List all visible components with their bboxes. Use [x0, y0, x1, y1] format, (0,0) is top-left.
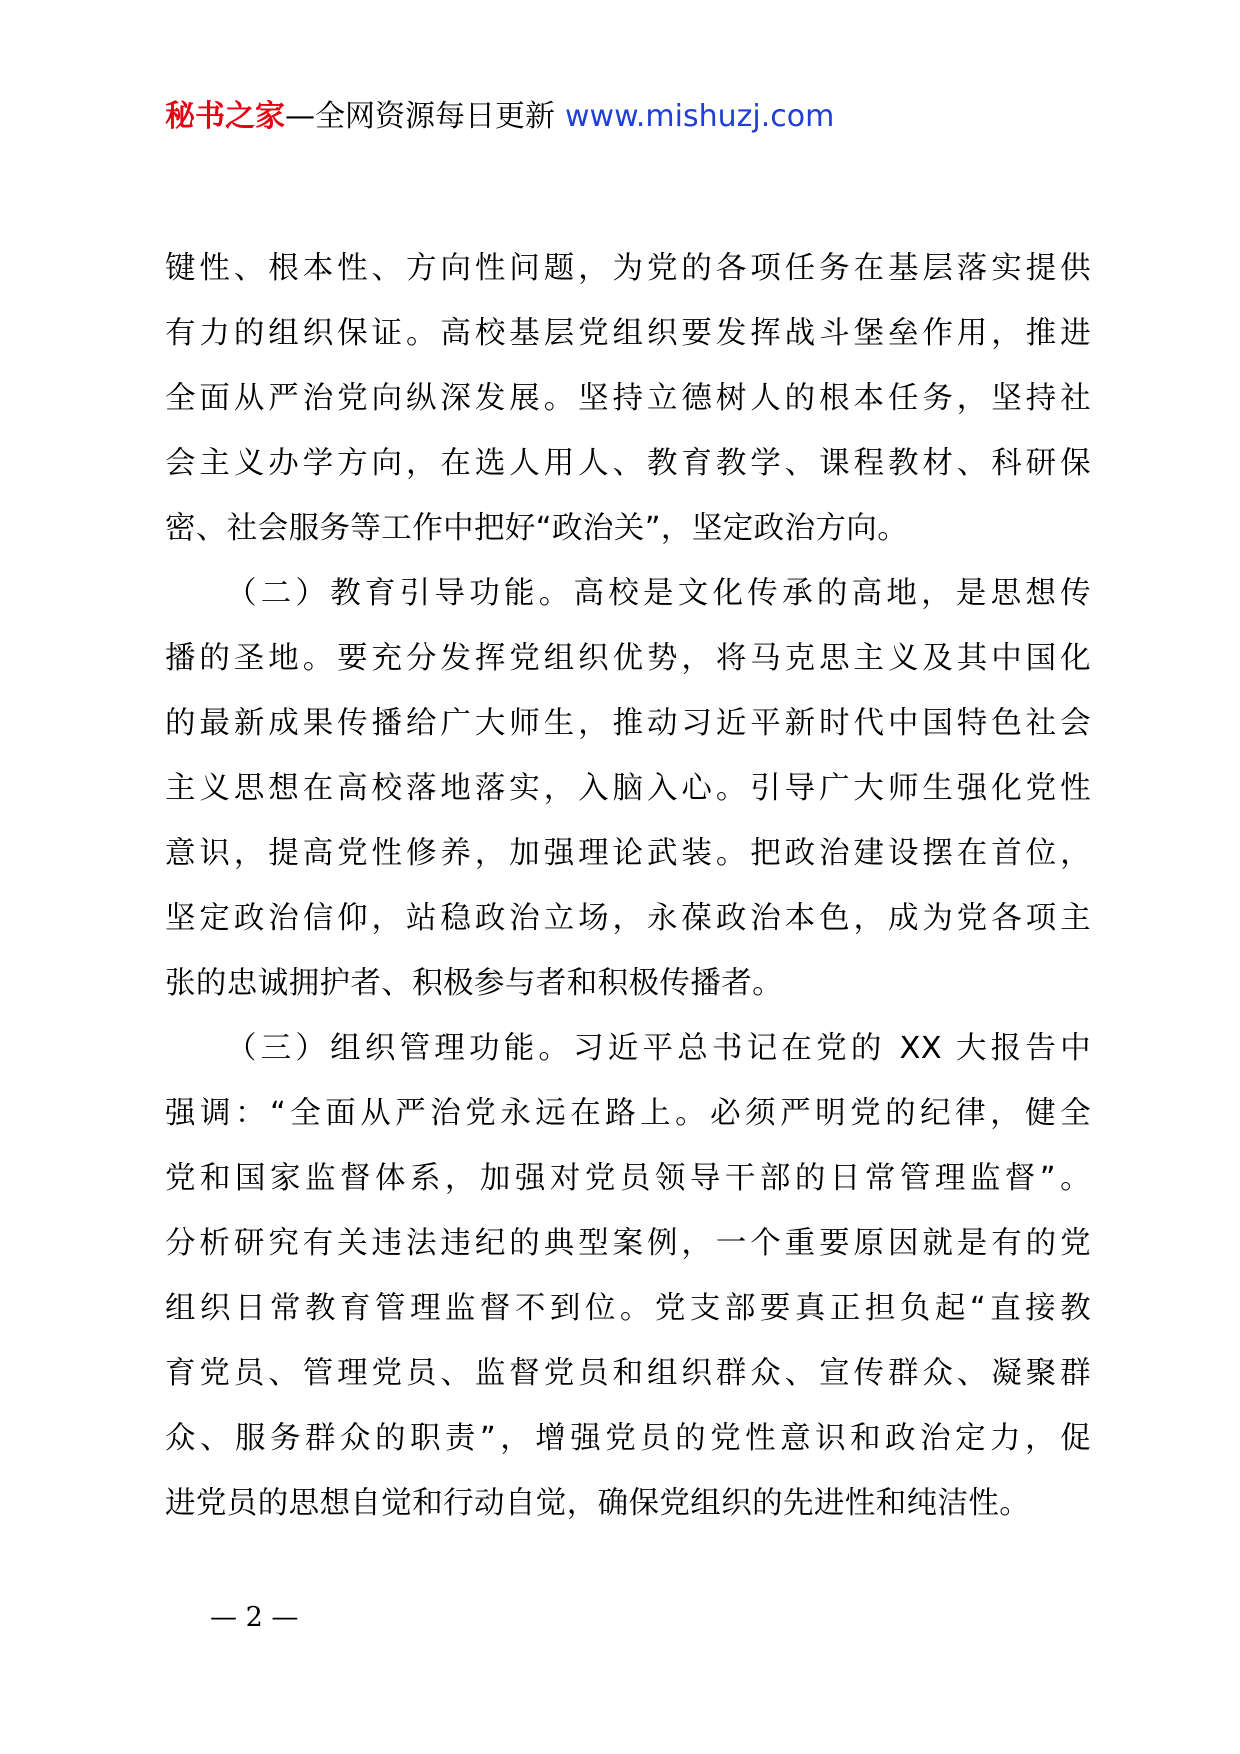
text-line: 意识，提高党性修养，加强理论武装。把政治建设摆在首位， — [165, 836, 1091, 871]
text-line: 全面从严治党向纵深发展。坚持立德树人的根本任务，坚持社 — [165, 381, 1091, 416]
brand-name: 秘书之家 — [165, 99, 285, 134]
header-slogan: —全网资源每日更新 — [285, 99, 555, 134]
page-header — [165, 92, 1165, 142]
text-line: 进党员的思想自觉和行动自觉，确保党组织的先进性和纯洁性。 — [165, 1486, 1031, 1521]
text-line: 有力的组织保证。高校基层党组织要发挥战斗堡垒作用，推进 — [165, 316, 1091, 351]
text-line: 会主义办学方向，在选人用人、教育教学、课程教材、科研保 — [165, 446, 1091, 481]
text-line: 密、社会服务等工作中把好“政治关”，坚定政治方向。 — [165, 511, 909, 546]
document-body — [165, 236, 1091, 1536]
text-line: 分析研究有关违法违纪的典型案例，一个重要原因就是有的党 — [165, 1226, 1091, 1261]
text-line: 张的忠诚拥护者、积极参与者和积极传播者。 — [165, 966, 783, 1001]
text-line: 的最新成果传播给广大师生，推动习近平新时代中国特色社会 — [165, 706, 1091, 741]
site-url-link[interactable]: www.mishuzj.com — [565, 99, 835, 134]
section-heading-line: （三）组织管理功能。习近平总书记在党的 XX 大报告中 — [226, 1031, 1091, 1066]
text-line: 主义思想在高校落地落实，入脑入心。引导广大师生强化党性 — [165, 771, 1091, 806]
text-line: 党和国家监督体系，加强对党员领导干部的日常管理监督”。 — [165, 1161, 1091, 1196]
text-line: 众、服务群众的职责”，增强党员的党性意识和政治定力，促 — [165, 1421, 1091, 1456]
text-line: 组织日常教育管理监督不到位。党支部要真正担负起“直接教 — [165, 1291, 1091, 1326]
text-line: 育党员、管理党员、监督党员和组织群众、宣传群众、凝聚群 — [165, 1356, 1091, 1391]
text-line: 坚定政治信仰，站稳政治立场，永葆政治本色，成为党各项主 — [165, 901, 1091, 936]
page-number: — 2 — — [210, 1602, 299, 1633]
text-line: 播的圣地。要充分发挥党组织优势，将马克思主义及其中国化 — [165, 641, 1091, 676]
text-line: 强调：“全面从严治党永远在路上。必须严明党的纪律，健全 — [165, 1096, 1091, 1131]
text-line: 键性、根本性、方向性问题，为党的各项任务在基层落实提供 — [165, 251, 1091, 286]
section-heading-line: （二）教育引导功能。高校是文化传承的高地，是思想传 — [226, 576, 1091, 611]
